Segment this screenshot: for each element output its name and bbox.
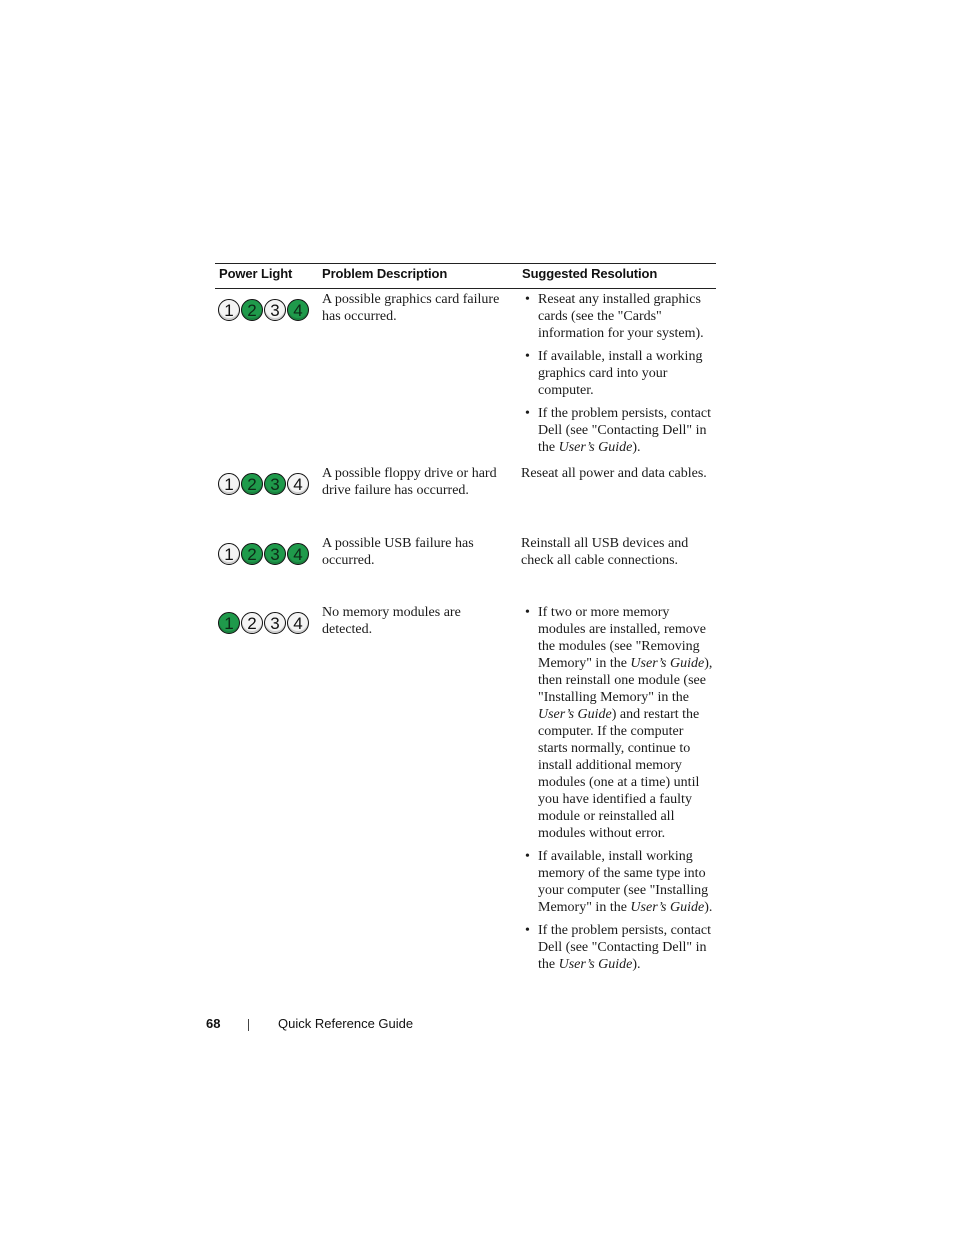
problem-description: A possible floppy drive or hard drive failure has occurred. [322, 466, 497, 498]
led-3-icon: 3 [264, 612, 286, 634]
suggested-resolution [521, 604, 716, 979]
led-3-icon: 3 [264, 543, 286, 565]
header-suggested-resolution: Suggested Resolution [522, 266, 658, 281]
led-2-icon: 2 [241, 473, 263, 495]
led-4-icon: 4 [287, 473, 309, 495]
resolution-bullet: • If the problem persists, contact Dell (see "Contacting Dell" in the User’s Guide). [525, 406, 712, 455]
resolution-bullet: • If available, install a working graphics card into your computer. [525, 349, 703, 398]
resolution-bullet: • If two or more memory modules are installed, remove the modules (see "Removing Memory" in the User’s Guide), then reinstall one module (see "Installing Memory" in the User’s Guide) and restart the computer. If the computer starts normally, continue to install additional memory modules (one at a time) until you have identified a faulty module or reinstalled all modules without error. [525, 605, 713, 841]
led-4-icon: 4 [287, 543, 309, 565]
led-4-icon: 4 [287, 612, 309, 634]
led-1-icon: 1 [218, 543, 240, 565]
problem-description: No memory modules are detected. [322, 605, 461, 637]
problem-description: A possible graphics card failure has occurred. [322, 292, 500, 324]
led-2-icon: 2 [241, 612, 263, 634]
power-light-pattern [218, 299, 309, 325]
footer-separator [248, 1019, 249, 1031]
led-1-icon: 1 [218, 612, 240, 634]
problem-description: A possible USB failure has occurred. [322, 536, 474, 568]
power-light-pattern [218, 543, 309, 569]
led-4-icon: 4 [287, 299, 309, 321]
page-number: 68 [206, 1016, 221, 1031]
led-1-icon: 1 [218, 473, 240, 495]
resolution-bullet: • Reseat any installed graphics cards (see the "Cards" information for your system). [525, 292, 704, 341]
led-1-icon: 1 [218, 299, 240, 321]
suggested-resolution: Reseat all power and data cables. [521, 466, 707, 481]
power-light-pattern [218, 612, 309, 638]
suggested-resolution: Reinstall all USB devices and check all cable connections. [521, 536, 689, 568]
led-2-icon: 2 [241, 543, 263, 565]
led-2-icon: 2 [241, 299, 263, 321]
power-light-pattern [218, 473, 309, 499]
header-problem-description: Problem Description [322, 266, 448, 281]
suggested-resolution [521, 291, 716, 462]
resolution-bullet: • If available, install working memory of the same type into your computer (see "Installing Memory" in the User’s Guide). [525, 849, 713, 915]
led-3-icon: 3 [264, 473, 286, 495]
header-power-light: Power Light [219, 266, 293, 281]
led-3-icon: 3 [264, 299, 286, 321]
resolution-bullet: • If the problem persists, contact Dell (see "Contacting Dell" in the User’s Guide). [525, 923, 712, 972]
footer-title: Quick Reference Guide [278, 1016, 414, 1031]
table-top-rule [215, 263, 716, 264]
table-header-rule [215, 288, 716, 289]
